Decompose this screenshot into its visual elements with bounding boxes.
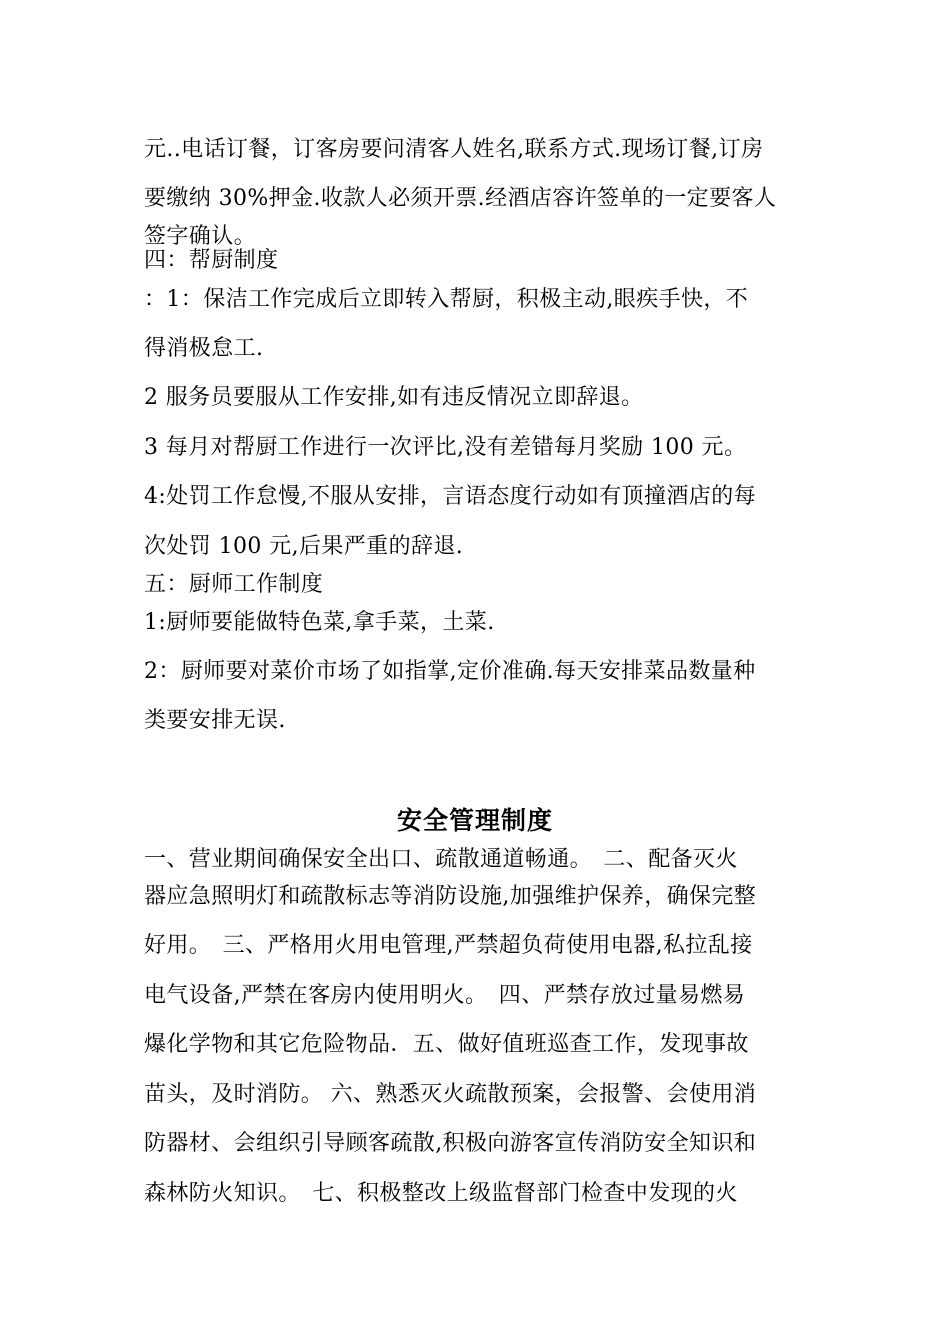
paragraph-line: 4:处罚工作怠慢,不服从安排，言语态度行动如有顶撞酒店的每 (144, 484, 757, 509)
paragraph-line: 次处罚 100 元,后果严重的辞退. (144, 534, 464, 559)
paragraph-line: 电气设备,严禁在客房内使用明火。 四、严禁存放过量易燃易 (144, 983, 746, 1008)
paragraph-line: 3 每月对帮厨工作进行一次评比,没有差错每月奖励 100 元。 (144, 435, 747, 460)
paragraph-line: 元..电话订餐，订客房要问清客人姓名,联系方式.现场订餐,订房 (144, 137, 764, 162)
paragraph-line: 2：厨师要对菜价市场了如指掌,定价准确.每天安排菜品数量种 (144, 659, 756, 684)
paragraph-line: ：1：保洁工作完成后立即转入帮厨，积极主动,眼疾手快，不 (144, 287, 749, 312)
paragraph-line: 爆化学物和其它危险物品．五、做好值班巡查工作，发现事故 (144, 1032, 749, 1057)
paragraph-line: 类要安排无误. (144, 708, 286, 733)
paragraph-line: 签字确认。 (144, 224, 257, 249)
paragraph-line: 苗头，及时消防。 六、熟悉灭火疏散预案，会报警、会使用消 (144, 1082, 757, 1107)
paragraph-line: 得消极怠工. (144, 336, 264, 361)
paragraph-line: 1:厨师要能做特色菜,拿手菜，土菜. (144, 610, 495, 635)
paragraph-line: 防器材、会组织引导顾客疏散,积极向游客宣传消防安全知识和 (144, 1131, 757, 1156)
page-title: 安全管理制度 (396, 806, 553, 835)
paragraph-line: 要缴纳 30%押金.收款人必须开票.经酒店容许签单的一定要客人 (144, 186, 777, 211)
section-heading: 四：帮厨制度 (144, 248, 279, 273)
paragraph-line: 森林防火知识。 七、积极整改上级监督部门检查中发现的火 (144, 1181, 738, 1206)
section-heading: 五：厨师工作制度 (144, 572, 324, 597)
paragraph-line: 一、营业期间确保安全出口、疏散通道畅通。 二、配备灭火 (144, 847, 738, 872)
paragraph-line: 2 服务员要服从工作安排,如有违反情况立即辞退。 (144, 385, 644, 410)
paragraph-line: 好用。 三、严格用火用电管理,严禁超负荷使用电器,私拉乱接 (144, 933, 753, 958)
paragraph-line: 器应急照明灯和疏散标志等消防设施,加强维护保养，确保完整 (144, 884, 757, 909)
